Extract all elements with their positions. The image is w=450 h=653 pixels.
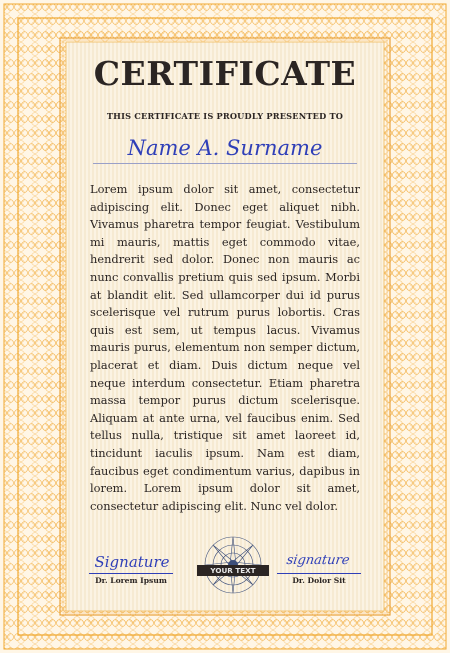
signature-left-line: [89, 573, 173, 574]
signature-right-script: signature: [285, 553, 351, 568]
certificate-body: Lorem ipsum dolor sit amet, consectetur adipiscing elit. Donec eget aliquet nibh. Vivamus pharetra tempor feugiat. Vestibulum mi mauris, mattis eget commodo vitae, hendrerit sed dolor. Donec non mauris ac nunc convallis pretium quis sed ipsum. Morbi at blandit elit. Sed ullamcorper dui id purus scelerisque vel rutrum purus lobortis. Cras quis est sem, ut tempus lacus. Vivamus mauris purus, elementum non semper dictum, placerat et diam. Duis dictum neque vel neque interdum consectetur. Etiam pharetra massa tempor purus dictum scelerisque. Aliquam at ante urna, vel faucibus enim. Sed tellus nulla, tristique sit amet laoreet id, tincidunt iaculis ipsum. Nam est diam, faucibus eget condimentum varius, dapibus in lorem. Lorem ipsum dolor sit amet, consectetur adipiscing elit. Nunc vel dolor.: [90, 182, 360, 513]
recipient-name: Name A. Surname: [127, 136, 323, 160]
certificate-content: [67, 42, 383, 611]
signature-left-script: Signature: [94, 553, 170, 571]
signature-left-name: Dr. Lorem Ipsum: [95, 576, 167, 585]
signature-right-line: [277, 573, 361, 574]
certificate-title: CERTIFICATE: [93, 54, 357, 93]
seal-text-band: YOUR TEXT: [197, 565, 269, 576]
presented-to-line: THIS CERTIFICATE IS PROUDLY PRESENTED TO: [106, 111, 344, 121]
name-underline: [93, 163, 357, 164]
signature-right-name: Dr. Dolor Sit: [292, 576, 346, 585]
